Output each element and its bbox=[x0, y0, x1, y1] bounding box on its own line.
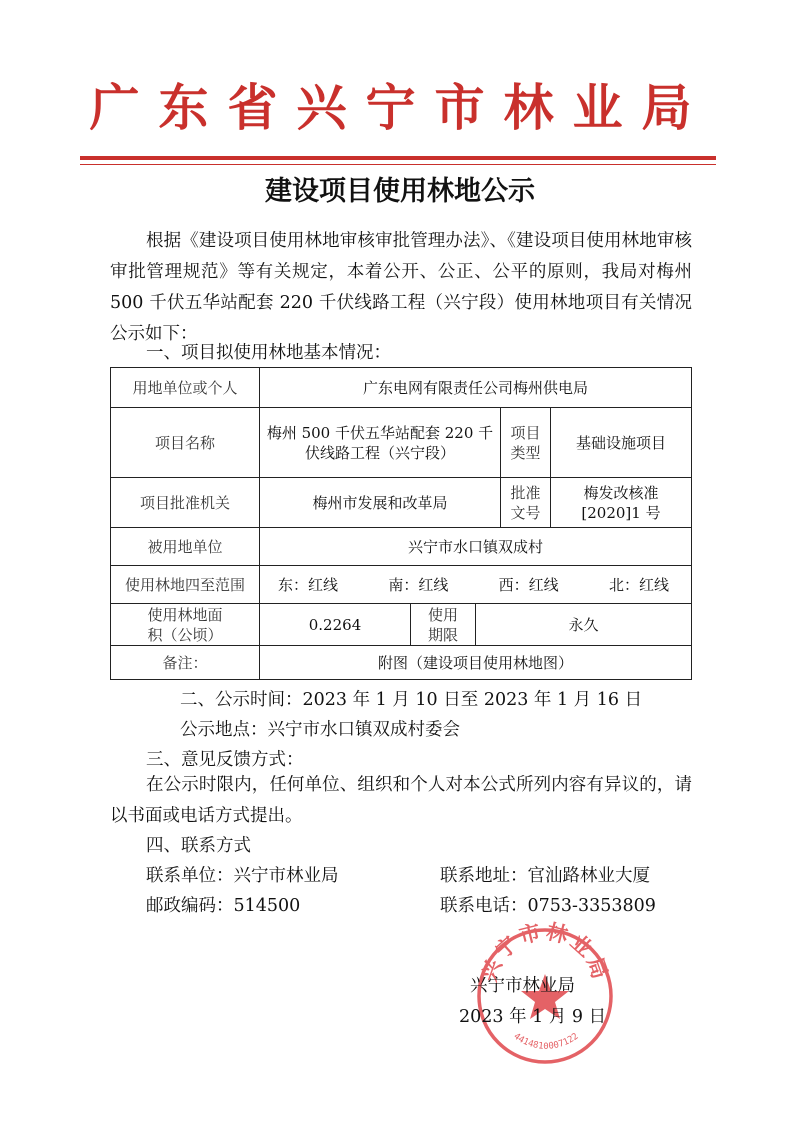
table-value-approval-authority: 梅州市发展和改革局 bbox=[259, 477, 501, 528]
org-header: 广东省兴宁市林业局 bbox=[89, 78, 711, 137]
table-label-area: 使用林地面积（公顷） bbox=[110, 603, 260, 646]
boundary-north: 北：红线 bbox=[608, 575, 669, 594]
table-value-term: 永久 bbox=[475, 603, 692, 646]
table-value-applicant: 广东电网有限责任公司梅州供电局 bbox=[259, 367, 692, 408]
document-title: 建设项目使用林地公示 bbox=[265, 176, 535, 207]
publicity-location: 公示地点：兴宁市水口镇双成村委会 bbox=[180, 720, 460, 740]
boundary-west: 西：红线 bbox=[498, 575, 559, 594]
table-value-approval-doc: 梅发改核准[2020]1 号 bbox=[550, 477, 692, 528]
section2-heading: 二、公示时间：2023 年 1 月 10 日至 2023 年 1 月 16 日 bbox=[180, 690, 643, 710]
section4-heading: 四、联系方式 bbox=[146, 836, 251, 856]
signature-org: 兴宁市林业局 bbox=[470, 976, 575, 996]
boundary-south: 南：红线 bbox=[388, 575, 449, 594]
info-table bbox=[110, 367, 692, 680]
table-label-approval-doc: 批准文号 bbox=[500, 477, 551, 528]
table-value-project-name: 梅州 500 千伏五华站配套 220 千伏线路工程（兴宁段） bbox=[259, 407, 501, 478]
signature-date: 2023 年 1 月 9 日 bbox=[459, 1007, 607, 1027]
seal-arc-text: 兴宁市林业局 bbox=[475, 920, 615, 985]
intro-paragraph: 根据《建设项目使用林地审核审批管理办法》、《建设项目使用林地审核审批管理规范》等有关规定，本着公开、公正、公平的原则，我局对梅州 500 千伏五华站配套 220 千伏线路工程（兴宁段）使用林地项目有关情况公示如下： bbox=[110, 231, 692, 344]
table-label-project-type: 项目类型 bbox=[500, 407, 551, 478]
table-label-applicant: 用地单位或个人 bbox=[110, 367, 260, 408]
table-label-approval-authority: 项目批准机关 bbox=[110, 477, 260, 528]
contact-unit: 联系单位：兴宁市林业局 bbox=[146, 866, 339, 886]
table-label-term: 使用期限 bbox=[410, 603, 476, 646]
table-value-area: 0.2264 bbox=[259, 603, 411, 646]
table-label-boundary: 使用林地四至范围 bbox=[110, 565, 260, 604]
section1-heading: 一、项目拟使用林地基本情况： bbox=[146, 343, 391, 363]
feedback-text: 在公示时限内，任何单位、组织和个人对本公式所列内容有异议的，请以书面或电话方式提出。 bbox=[110, 775, 692, 826]
table-value-remarks: 附图（建设项目使用林地图） bbox=[259, 645, 692, 680]
table-value-boundary bbox=[259, 565, 692, 604]
section3-heading: 三、意见反馈方式： bbox=[146, 750, 304, 770]
header-rule-thin bbox=[80, 164, 716, 165]
contact-phone: 联系电话：0753-3353809 bbox=[440, 896, 656, 916]
contact-address: 联系地址：官汕路林业大厦 bbox=[440, 866, 650, 886]
header-rule-thick bbox=[80, 156, 716, 160]
table-value-land-unit: 兴宁市水口镇双成村 bbox=[259, 527, 692, 566]
seal-code: 4414810007122 bbox=[511, 1031, 581, 1052]
table-label-remarks: 备注： bbox=[110, 645, 260, 680]
table-value-project-type: 基础设施项目 bbox=[550, 407, 692, 478]
boundary-east: 东：红线 bbox=[278, 575, 339, 594]
table-label-project-name: 项目名称 bbox=[110, 407, 260, 478]
table-label-land-unit: 被用地单位 bbox=[110, 527, 260, 566]
contact-postcode: 邮政编码：514500 bbox=[146, 896, 301, 916]
